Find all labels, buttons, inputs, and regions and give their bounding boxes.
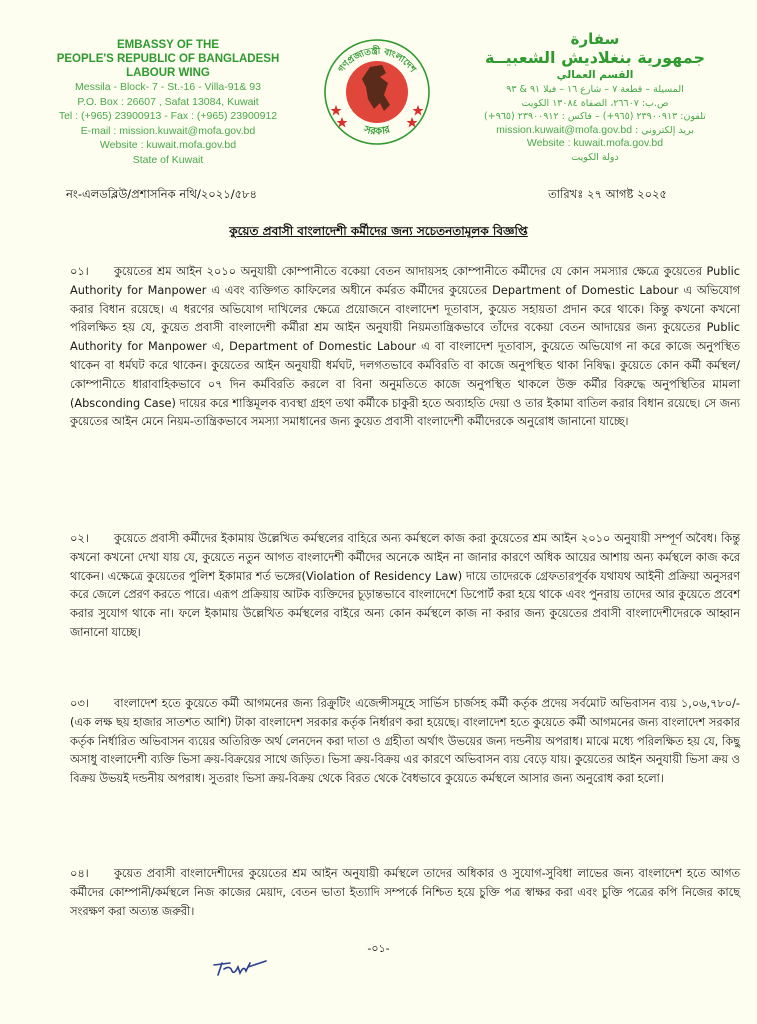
- arabic-email: mission.kuwait@mofa.gov.bd: [496, 123, 633, 136]
- paragraph-2: [70, 530, 740, 643]
- address-line-1: Messila - Block- 7 - St.-16 - Villa-91& 93: [75, 81, 261, 93]
- signature: [210, 955, 270, 979]
- reference-number: নং-এলডব্লিউ/প্রশাসনিক নথি/২০২১/৫৮৪: [66, 187, 257, 201]
- embassy-line-2: PEOPLE'S REPUBLIC OF BANGLADESH: [56, 53, 280, 65]
- paragraph-4: [70, 865, 740, 921]
- letterhead-english: [20, 38, 316, 167]
- paragraph-text: কুয়েতে প্রবাসী কর্মীদের ইকামায় উল্লেখিত কর্মস্থলের বাহিরে অন্য কর্মস্থলে কাজ করা কুয়েতের শ্রম আইন ২০১০ অনুযায়ী সম্পূর্ণ অবৈধ। কিন্তু কখনো কখনো দেখা যায় যে, কুয়েতে নতুন আগত বাংলাদেশী কর্মীদের অনেকে আইন না জানার কারণে অধিক আয়ের আশায় অন্য কর্মস্থলে কাজ করে থাকেন। এক্ষেত্রে কুয়েতের পুলিশ ইকামার শর্ত ভঙ্গের(Violation of Residency Law) দায়ে তাদেরকে গ্রেফতারপূর্বক যথাযথ আইনী প্রক্রিয়া অনুসরণ করে জেলে প্রেরণ করতে পারে। এরূপ প্রক্রিয়ায় আটক ব্যক্তিদের চূড়ান্তভাবে বাংলাদেশে ডিপোর্ট করা হয়ে থাকে এবং পুনরায় তাদের আর কুয়েতে প্রবেশ করার সুযোগ থাকে না। ফলে ইকামায় উল্লেখিত কর্মস্থলের বাইরে অন্য কোন কর্মস্থলে কাজ না করার জন্য কুয়েতের প্রবাসী বাংলাদেশীদেরকে আহ্বান জানানো যাচ্ছে।: [70, 532, 740, 639]
- arabic-republic: جمهورية بنغلاديش الشعبيــة: [485, 48, 705, 67]
- embassy-line-1: EMBASSY OF THE: [116, 39, 220, 51]
- paragraph-number: ০৪।: [70, 867, 89, 880]
- arabic-email-label: بريد إلكتروني :: [635, 124, 694, 136]
- paragraph-number: ০২।: [70, 532, 89, 545]
- letterhead-arabic: [450, 30, 740, 164]
- notice-title: কুয়েত প্রবাসী বাংলাদেশী কর্মীদের জন্য সচেতনতামূলক বিজ্ঞপ্তি: [229, 224, 528, 238]
- paragraph-3: [70, 695, 740, 789]
- paragraph-1: [70, 263, 740, 432]
- arabic-phone-fax: تلفون: ٢٣٩٠٠٩١٣ (٩٦٥+) – فاكس : ٢٣٩٠٠٩١٢ (٩٦٥+): [484, 111, 706, 122]
- arabic-email-line: [450, 124, 740, 138]
- paragraph-number: ০৩।: [70, 697, 89, 710]
- seal-bottom-text: সরকার: [362, 124, 392, 138]
- paragraph-number: ০১।: [70, 265, 89, 278]
- government-seal: [322, 37, 432, 147]
- address-line-2: P.O. Box : 26607 , Safat 13084, Kuwait: [77, 95, 259, 108]
- arabic-embassy: سفارة: [570, 30, 620, 48]
- state: State of Kuwait: [132, 153, 204, 166]
- star-icon: [413, 105, 424, 116]
- paragraph-text: কুয়েতের শ্রম আইন ২০১০ অনুযায়ী কোম্পানীতে বকেয়া বেতন আদায়সহ কোম্পানীতে কর্মীদের যে কোন সমস্যার ক্ষেত্রে কুয়েতের Public Authority for Manpower এ এবং ব্যক্তিগত কাফিলের অধীনে কর্মরত কর্মীদের কুয়েতের Department of Domestic Labour এ অভিযোগ করার বিধান রয়েছে। এ ধরণের অভিযোগ দাখিলের ক্ষেত্রে প্রয়োজনে বাংলাদেশ দূতাবাস, কুয়েত সহায়তা প্রদান করে থাকে। কিন্তু কখনো কখনো পরিলক্ষিত হয় যে, কুয়েত প্রবাসী বাংলাদেশী কর্মীরা শ্রম আইন অনুযায়ী নিয়মতান্ত্রিকভাবে তাঁদের বকেয়া বেতন আদায়ের জন্য কুয়েতের Public Authority for Manpower এ, Department of Domestic Labour এ বা বাংলাদেশ দূতাবাস, কুয়েতে অভিযোগ না করে কাজে অনুপস্থিত থাকেন বা ধর্মঘট করে থাকেন। কুয়েতের আইন অনুযায়ী ধর্মঘট, দলগতভাবে কর্মবিরতি বা কাজে অনুপস্থিত থাকা নিষিদ্ধ। কুয়েতে কোন কর্মী কর্মস্থল/কোম্পানীতে ধারাবাহিকভাবে ০৭ দিন কর্মবিরতি করলে বা বিনা অনুমতিতে কাজে অনুপস্থিত থাকলে উক্ত কর্মীর বিরুদ্ধে অনুপস্থিতির মামলা (Absconding Case) দায়ের করে শাস্তিমূলক ব্যবস্থা গ্রহণ তথা কর্মীকে চাকুরী হতে অব্যাহতি দেয়া ও তার ইকামা বাতিল করার বিধান রয়েছে। সে জন্য কুয়েতের আইন মেনে নিয়ম-তান্ত্রিকভাবে সমস্যা সমাধানের জন্য কুয়েত প্রবাসী বাংলাদেশী কর্মীদেরকে অনুরোধ জানানো যাচ্ছে।: [70, 265, 740, 429]
- arabic-labour-wing: القسم العمالي: [556, 69, 634, 81]
- paragraph-text: বাংলাদেশ হতে কুয়েতে কর্মী আগমনের জন্য রিক্রুটিং এজেন্সীসমূহে সার্ভিস চার্জসহ কর্মী কর্তৃক প্রদেয় সর্বমোট অভিবাসন ব্যয় ১,০৬,৭৮০/- (এক লক্ষ ছয় হাজার সাতশত আশি) টাকা বাংলাদেশ সরকার কর্তৃক নির্ধারণ করা হয়েছে। বাংলাদেশ হতে কুয়েতে কর্মী আগমনের জন্য বাংলাদেশ সরকার কর্তৃক নির্ধারিত অভিবাসন ব্যয়ের অতিরিক্ত অর্থ লেনদেন করা দাতা ও গ্রহীতা অর্থাৎ উভয়ের জন্য দন্ডনীয় অপরাধ। মাঝে মধ্যে পরিলক্ষিত হয় যে, কিছু অসাধু বাংলাদেশী ব্যক্তি ভিসা ক্রয়-বিক্রয়ের সাথে জড়িত। ভিসা ক্রয়-বিক্রয় এর কারণে অভিবাসন ব্যয় বেড়ে যায়। কুয়েতের আইন অনুযায়ী ভিসা ক্রয় ও বিক্রয় উভয়ই দন্ডনীয় অপরাধ। সুতরাং ভিসা ক্রয়-বিক্রয় থেকে বিরত থেকে বৈধভাবে কুয়েতে কর্মস্থলে আসার জন্য অনুরোধ করা হলো।: [70, 697, 740, 786]
- page-number: -০১-: [367, 942, 390, 955]
- arabic-website: Website : kuwait.mofa.gov.bd: [526, 137, 664, 149]
- paragraph-text: কুয়েত প্রবাসী বাংলাদেশীদের কুয়েতের শ্রম আইন অনুযায়ী কর্মস্থলে তাদের অধিকার ও সুযোগ-সুবিধা লাভের জন্য বাংলাদেশ হতে আগত কর্মীদের কোম্পানী/কর্মস্থলে নিজ কাজের মেয়াদ, বেতন ভাতা ইত্যাদি সম্পর্কে নিশ্চিত হয়ে চুক্তি পত্র স্বাক্ষর করা এবং চুক্তি পত্রের কপি নিজের কাছে সংরক্ষণ করা অত্যন্ত জরুরী।: [70, 867, 740, 918]
- phone-fax: Tel : (+965) 23900913 - Fax : (+965) 23900912: [58, 110, 278, 122]
- website: Website : kuwait.mofa.gov.bd: [99, 139, 237, 151]
- reference-date: তারিখঃ ২৭ আগষ্ট ২০২৫: [548, 187, 667, 201]
- seal-top-text: গণপ্রজাতন্ত্রী বাংলাদেশ: [336, 46, 418, 75]
- email: E-mail : mission.kuwait@mofa.gov.bd: [80, 124, 256, 137]
- arabic-state: دولة الكويت: [571, 151, 619, 163]
- star-icon: [331, 105, 342, 116]
- labour-wing: LABOUR WING: [126, 67, 210, 79]
- arabic-address-2: ص.ب: ٢٦٦٠٧، الصفاة ١٣٠٨٤ الكويت: [521, 97, 669, 109]
- arabic-address-1: المسيلة – قطعة ٧ – شارع ١٦ – فيلا ٩١ & ٩٣: [506, 84, 684, 95]
